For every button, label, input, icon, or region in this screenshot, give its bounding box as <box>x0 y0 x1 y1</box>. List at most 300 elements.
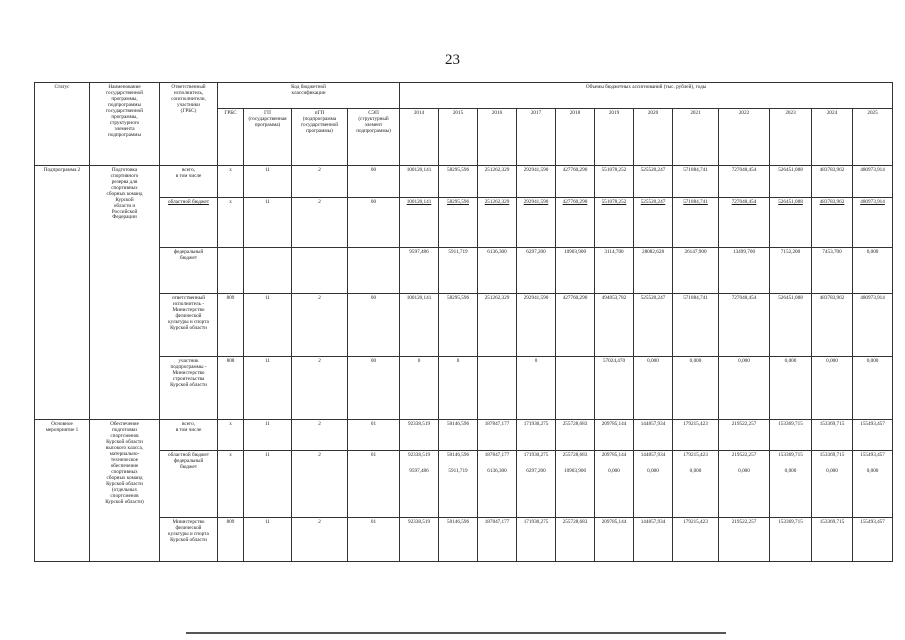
row-value-text: 209785,144 <box>601 519 627 526</box>
row-value-text: 187847,177 <box>484 421 510 428</box>
row-value-text: 155493,457 <box>860 421 885 428</box>
row-value <box>478 198 517 248</box>
row-sep-text: 00 <box>370 166 377 173</box>
row-value <box>853 450 893 517</box>
row-gp-text: 11 <box>265 199 270 206</box>
row-value <box>634 420 673 450</box>
row-value <box>400 420 439 450</box>
row-value <box>439 294 478 357</box>
page-bottom-rule <box>186 632 726 634</box>
row-value <box>853 294 893 357</box>
row-gp <box>244 248 292 294</box>
row-value <box>812 450 853 517</box>
row-value-text: 551078,252 <box>601 199 627 206</box>
row-value <box>770 357 812 420</box>
row-value-text: 0,000 <box>738 358 750 365</box>
row-value-text: 526451,088 <box>778 166 803 173</box>
row-value-text: 58295,596 <box>446 166 470 173</box>
row-value-text: 0,000 <box>866 249 879 256</box>
row-value-text: 483783,962 <box>819 295 845 302</box>
row-value <box>719 420 770 450</box>
header-year <box>673 109 719 166</box>
row-value <box>634 248 673 294</box>
row-pgp-text: 2 <box>318 295 321 302</box>
row-value-federal: 10903,900 <box>563 467 587 474</box>
row-value-text: 525520,247 <box>640 166 666 173</box>
page-number: 23 <box>445 52 460 68</box>
row-value-text: 155493,457 <box>860 451 885 458</box>
row-value-text: 255728,683 <box>562 451 588 458</box>
row-executor-text: всего, в том числе <box>175 421 202 434</box>
header-year <box>478 109 517 166</box>
row-value-text: 0,000 <box>647 358 659 365</box>
row-value-federal: 6136,300 <box>487 467 507 474</box>
row-value <box>634 165 673 198</box>
row-value <box>517 420 556 450</box>
row-pgp-text: 2 <box>318 166 321 173</box>
row-value-text: 5911,719 <box>448 249 468 256</box>
budget-allocation-table <box>34 82 893 562</box>
row-value-text: 58295,596 <box>446 295 470 302</box>
row-executor <box>160 198 218 248</box>
row-gp-text: 11 <box>265 166 270 173</box>
header-status-text: Статус <box>54 84 70 90</box>
row-executor <box>160 165 218 198</box>
row-value <box>400 357 439 420</box>
row-value-text: 251262,329 <box>484 295 510 302</box>
row-value <box>439 165 478 198</box>
row-value-text: 153369,715 <box>778 451 803 458</box>
row-value <box>673 294 719 357</box>
header-year <box>517 109 556 166</box>
table-row <box>35 165 893 198</box>
row-value <box>478 294 517 357</box>
row-executor-text: участник подпрограммы - Министерство строительства Курской области <box>170 358 207 389</box>
row-value <box>853 165 893 198</box>
header-year-text: 2022 <box>738 110 750 117</box>
row-status <box>35 165 90 420</box>
row-value-text: 9597,486 <box>409 249 429 256</box>
row-gp-text: 11 <box>265 451 270 458</box>
row-value-text: 219522,257 <box>731 421 757 428</box>
row-value <box>634 294 673 357</box>
row-value <box>439 198 478 248</box>
row-value-text: 92338,519 <box>407 519 431 526</box>
header-year-text: 2017 <box>530 110 542 117</box>
row-grbs <box>218 357 244 420</box>
row-gp <box>244 198 292 248</box>
row-value <box>517 165 556 198</box>
row-value <box>853 420 893 450</box>
row-value <box>517 294 556 357</box>
row-grbs-text: 809 <box>226 519 235 526</box>
header-year-text: 2014 <box>413 110 425 117</box>
row-sep-text: 01 <box>370 451 377 458</box>
row-value-text: 153369,715 <box>819 421 845 428</box>
header-grbs <box>218 109 244 166</box>
row-pgp-text: 2 <box>318 421 321 428</box>
row-value-text: 219522,257 <box>731 451 757 458</box>
row-value <box>812 420 853 450</box>
row-name-text: Подготовка спортивного резерва для спортивных сборных команд Курской области и Российской Федерации <box>106 166 143 221</box>
row-executor-text: областной бюджет <box>168 199 209 206</box>
table-row <box>35 294 893 357</box>
row-value-text: 292941,590 <box>523 199 549 206</box>
row-value <box>439 248 478 294</box>
row-executor-text: областной бюджет федеральный бюджет <box>168 451 209 470</box>
row-value-text: 171930,275 <box>523 421 549 428</box>
header-budget-code-text: Код бюджетной классификации <box>291 84 326 96</box>
row-value-text: 526451,088 <box>778 295 803 302</box>
row-pgp <box>292 165 348 198</box>
row-value-text: 28082,628 <box>641 249 665 256</box>
row-value-text: 525520,247 <box>640 295 666 302</box>
row-value-text: 0,000 <box>866 358 879 365</box>
row-value-text: 144857,934 <box>640 421 666 428</box>
table-row <box>35 518 893 562</box>
row-executor <box>160 357 218 420</box>
row-value-federal: 0,000 <box>738 467 750 474</box>
row-grbs <box>218 450 244 517</box>
row-value <box>719 294 770 357</box>
row-gp-text: 11 <box>265 358 270 365</box>
row-value-text: 92338,519 <box>407 421 431 428</box>
row-value-text: 6297,200 <box>526 249 546 256</box>
row-value-text: 92338,519 <box>407 451 431 458</box>
row-value <box>595 357 634 420</box>
header-pgp-text: пГП (подпрограмма государственной программы) <box>301 110 338 135</box>
header-year-text: 2019 <box>608 110 620 117</box>
row-value-federal: 0,000 <box>647 467 659 474</box>
header-year <box>595 109 634 166</box>
header-year-text: 2015 <box>452 110 464 117</box>
row-value-federal: 5911,719 <box>448 467 468 474</box>
row-value <box>812 198 853 248</box>
row-value <box>719 450 770 517</box>
row-value <box>673 518 719 562</box>
row-value <box>478 450 517 517</box>
row-value-text: 0 <box>534 358 538 365</box>
row-value-text: 727048,454 <box>731 166 757 173</box>
row-value-text: 427760,290 <box>562 295 588 302</box>
row-value <box>556 294 595 357</box>
header-year <box>400 109 439 166</box>
row-gp <box>244 420 292 450</box>
row-status-text: Основное мероприятие 1 <box>45 421 79 434</box>
header-budget-code <box>218 83 400 109</box>
row-executor <box>160 248 218 294</box>
row-sep-text: 01 <box>370 519 377 526</box>
header-year-text: 2018 <box>569 110 581 117</box>
row-value-federal: 0,000 <box>826 467 838 474</box>
header-year <box>812 109 853 166</box>
row-value-text: 179215,423 <box>683 421 708 428</box>
row-value-text: 571884,741 <box>683 199 708 206</box>
row-value <box>812 357 853 420</box>
row-value-text: 50146,596 <box>446 519 470 526</box>
row-value-federal: 0,000 <box>784 467 797 474</box>
row-value <box>770 450 812 517</box>
row-value <box>853 518 893 562</box>
row-value <box>812 165 853 198</box>
row-value-text: 727048,454 <box>731 199 757 206</box>
row-executor-text: федеральный бюджет <box>173 249 204 262</box>
row-executor-text: ответственный исполнитель - Министерство физической культуры и спорта Курской области <box>168 295 209 331</box>
row-value <box>400 198 439 248</box>
row-value-text: 57024,470 <box>602 358 626 365</box>
row-grbs <box>218 420 244 450</box>
row-pgp <box>292 198 348 248</box>
row-value-text: 10903,900 <box>563 249 587 256</box>
header-year-text: 2021 <box>690 110 701 117</box>
row-sep <box>348 357 400 420</box>
row-value <box>770 420 812 450</box>
row-executor <box>160 450 218 517</box>
row-gp <box>244 294 292 357</box>
row-value <box>556 198 595 248</box>
row-value <box>556 420 595 450</box>
row-value-text: 0,000 <box>784 358 797 365</box>
row-value <box>400 248 439 294</box>
row-value <box>556 450 595 517</box>
row-value <box>478 357 517 420</box>
row-executor-text: всего, в том числе <box>175 166 202 179</box>
row-value-text: 251262,329 <box>484 166 510 173</box>
row-value-text: 7152,200 <box>780 249 801 256</box>
row-value <box>770 294 812 357</box>
header-year <box>719 109 770 166</box>
row-pgp <box>292 420 348 450</box>
row-value <box>595 450 634 517</box>
row-value-text: 144857,934 <box>640 451 666 458</box>
row-sep <box>348 294 400 357</box>
row-pgp <box>292 357 348 420</box>
row-value <box>634 450 673 517</box>
row-value-text: 0,000 <box>826 358 838 365</box>
row-pgp-text: 2 <box>318 519 321 526</box>
row-value-text: 255728,683 <box>562 421 588 428</box>
row-value-text: 171930,275 <box>523 519 549 526</box>
row-name <box>90 420 160 562</box>
row-value <box>673 357 719 420</box>
row-value-text: 292941,590 <box>523 295 549 302</box>
row-grbs-text: x <box>229 166 232 173</box>
row-value-text: 571884,741 <box>683 295 708 302</box>
header-status <box>35 83 90 166</box>
row-value <box>634 198 673 248</box>
row-value-text: 427760,290 <box>562 166 588 173</box>
row-value-text: 480973,914 <box>860 295 885 302</box>
row-value <box>517 450 556 517</box>
row-gp <box>244 165 292 198</box>
row-value-text: 0 <box>417 358 421 365</box>
row-pgp <box>292 294 348 357</box>
row-value-text: 13499,700 <box>732 249 756 256</box>
row-gp-text: 11 <box>265 519 270 526</box>
row-value-text: 6136,300 <box>487 249 507 256</box>
row-sep-text: 01 <box>370 421 377 428</box>
row-value-text: 179215,423 <box>683 451 708 458</box>
header-year <box>853 109 893 166</box>
row-value <box>556 165 595 198</box>
row-value <box>634 357 673 420</box>
row-value <box>719 248 770 294</box>
row-value <box>595 518 634 562</box>
row-value-text: 153369,715 <box>819 451 845 458</box>
row-grbs <box>218 294 244 357</box>
table-row <box>35 357 893 420</box>
header-sep-text: СЭП (структурный элемент подпрограммы) <box>356 110 391 135</box>
header-gp-text: ГП (государственная программа) <box>248 110 287 129</box>
row-value <box>673 165 719 198</box>
row-value-text: 427760,290 <box>562 199 588 206</box>
header-year <box>439 109 478 166</box>
row-value-text: 494053,782 <box>601 295 627 302</box>
row-value-text: 292941,590 <box>523 166 549 173</box>
row-value-text: 26147,900 <box>684 249 707 256</box>
header-year <box>634 109 673 166</box>
row-value <box>853 198 893 248</box>
row-value-text: 153369,715 <box>778 421 803 428</box>
row-value-text: 7453,700 <box>822 249 842 256</box>
row-grbs-text: x <box>229 421 232 428</box>
header-sep <box>348 109 400 166</box>
row-value-text: 255728,683 <box>562 519 588 526</box>
row-value <box>719 165 770 198</box>
row-value <box>719 518 770 562</box>
row-executor <box>160 518 218 562</box>
row-sep-text: 00 <box>370 295 377 302</box>
row-gp <box>244 518 292 562</box>
row-value-text: 0,000 <box>689 358 702 365</box>
header-year <box>556 109 595 166</box>
row-value <box>439 450 478 517</box>
row-value-federal: 6297,200 <box>526 467 546 474</box>
row-value <box>673 248 719 294</box>
header-volumes-text: Объемы бюджетных ассигнований (тыс. рублей), годы <box>585 84 707 90</box>
row-executor <box>160 420 218 450</box>
row-value <box>478 165 517 198</box>
row-value <box>673 420 719 450</box>
row-value <box>517 248 556 294</box>
row-value <box>478 248 517 294</box>
row-value-text: 525520,247 <box>640 199 666 206</box>
row-value-text: 727048,454 <box>731 295 757 302</box>
row-grbs <box>218 165 244 198</box>
header-year-text: 2025 <box>867 110 878 117</box>
row-sep-text: 00 <box>370 199 377 206</box>
row-status-text: Подпрограмма 2 <box>43 166 81 173</box>
row-name-text: Обеспечение подготовки спортсменов Курской области высокого класса, материально- техническое обеспечение спортивных сборных команд Курской области (отдельных спортсменов Курской области) <box>105 421 144 506</box>
row-value-text: 155493,457 <box>860 519 885 526</box>
row-value <box>517 198 556 248</box>
row-value-federal: 0,000 <box>866 467 879 474</box>
row-value-text: 100120,141 <box>406 166 432 173</box>
row-value-text: 480973,914 <box>860 199 885 206</box>
row-value-text: 209785,144 <box>601 451 627 458</box>
row-value <box>673 450 719 517</box>
row-grbs-text: x <box>229 199 232 206</box>
row-value <box>400 518 439 562</box>
row-value <box>595 198 634 248</box>
header-pgp <box>292 109 348 166</box>
row-value <box>595 420 634 450</box>
row-sep <box>348 165 400 198</box>
header-year-text: 2020 <box>647 110 659 117</box>
row-value <box>556 518 595 562</box>
row-pgp <box>292 248 348 294</box>
row-sep-text: 00 <box>370 358 377 365</box>
row-value-text: 100120,141 <box>406 199 432 206</box>
row-sep <box>348 248 400 294</box>
row-value-federal: 0,000 <box>689 467 702 474</box>
table-row <box>35 420 893 450</box>
row-pgp-text: 2 <box>318 199 321 206</box>
row-value <box>812 518 853 562</box>
row-value-text: 551078,252 <box>601 166 627 173</box>
row-value <box>595 165 634 198</box>
row-value <box>595 294 634 357</box>
row-value-text: 187847,177 <box>484 519 510 526</box>
header-name <box>90 83 160 166</box>
row-pgp <box>292 518 348 562</box>
row-value <box>517 357 556 420</box>
row-gp-text: 11 <box>265 421 270 428</box>
row-value <box>770 165 812 198</box>
row-value <box>517 518 556 562</box>
row-value <box>853 248 893 294</box>
row-value <box>770 248 812 294</box>
row-value-text: 3114,700 <box>604 249 624 256</box>
row-grbs <box>218 518 244 562</box>
row-sep <box>348 518 400 562</box>
row-value <box>770 518 812 562</box>
row-value-text: 50146,596 <box>446 421 470 428</box>
row-value-text: 571884,741 <box>683 166 708 173</box>
row-value-text: 251262,329 <box>484 199 510 206</box>
header-volumes <box>400 83 893 109</box>
row-gp <box>244 357 292 420</box>
row-grbs <box>218 248 244 294</box>
row-value <box>719 198 770 248</box>
row-value <box>719 357 770 420</box>
row-value <box>853 357 893 420</box>
row-value-text: 483783,962 <box>819 166 845 173</box>
row-grbs-text: 808 <box>226 358 235 365</box>
row-value <box>400 294 439 357</box>
header-year-text: 2016 <box>491 110 503 117</box>
row-value <box>439 357 478 420</box>
header-executor <box>160 83 218 166</box>
row-value <box>595 248 634 294</box>
row-value <box>634 518 673 562</box>
row-value <box>478 420 517 450</box>
header-executor-text: Ответственный исполнитель, соисполнители, участники (ГРБС) <box>171 84 206 114</box>
row-value <box>812 294 853 357</box>
row-value-federal: 0,000 <box>608 467 620 474</box>
row-value <box>770 198 812 248</box>
row-grbs-text: x <box>229 451 232 458</box>
row-value-text: 100120,141 <box>406 295 432 302</box>
row-grbs <box>218 198 244 248</box>
row-value <box>400 450 439 517</box>
header-gp <box>244 109 292 166</box>
header-year-text: 2023 <box>785 110 796 117</box>
row-gp-text: 11 <box>265 295 270 302</box>
row-value-text: 526451,088 <box>778 199 803 206</box>
row-value <box>556 248 595 294</box>
row-executor <box>160 294 218 357</box>
